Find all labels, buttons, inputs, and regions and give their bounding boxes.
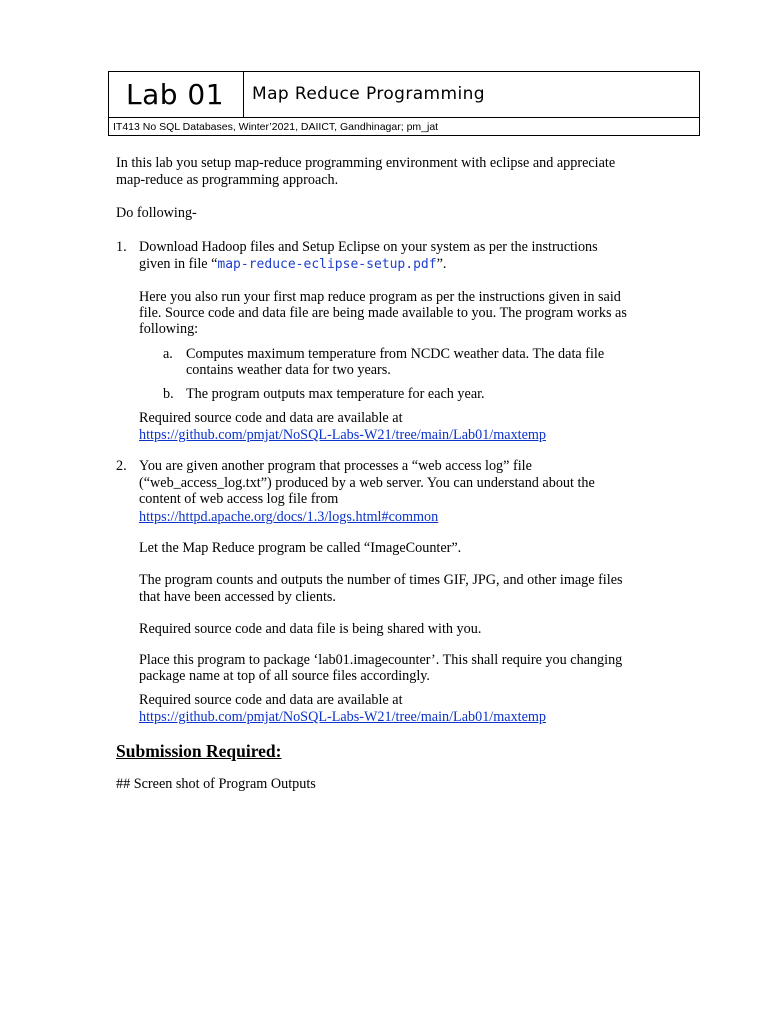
item2-shared: Required source code and data file is being shared with you. xyxy=(139,621,482,637)
item1-para-1: Here you also run your first map reduce program as per the instructions given in said xyxy=(139,289,621,305)
item2-para-3: content of web access log file from xyxy=(139,491,339,507)
item2-para-2: (“web_access_log.txt”) produced by a web server. You can understand about the xyxy=(139,475,595,491)
intro-line-1: In this lab you setup map-reduce programming environment with eclipse and appreciate xyxy=(116,155,616,171)
item1-para-3: following: xyxy=(139,321,199,337)
intro-line-2: map-reduce as programming approach. xyxy=(116,172,339,188)
item2-para-1: You are given another program that processes a “web access log” file xyxy=(139,458,532,474)
sub-a-marker: a. xyxy=(163,346,173,362)
course-subtitle: IT413 No SQL Databases, Winter’2021, DAIICT, Gandhinagar; pm_jat xyxy=(109,117,699,135)
sub-a-line2: contains weather data for two years. xyxy=(186,362,391,378)
header-table xyxy=(108,71,700,136)
item1-para-2: file. Source code and data file are being made available to you. The program works as xyxy=(139,305,627,321)
item1-required: Required source code and data are available at xyxy=(139,410,403,426)
submission-heading: Submission Required: xyxy=(116,741,282,761)
do-following: Do following- xyxy=(116,205,197,221)
lab-number: Lab 01 xyxy=(109,72,244,117)
maxtemp-link-2[interactable]: https://github.com/pmjat/NoSQL-Labs-W21/tree/main/Lab01/maxtemp xyxy=(139,709,547,725)
setup-file-name: map-reduce-eclipse-setup.pdf xyxy=(217,257,437,272)
item1-line1: Download Hadoop files and Setup Eclipse on your system as per the instructions xyxy=(139,239,598,255)
item2-counts-2: that have been accessed by clients. xyxy=(139,589,336,605)
lab-title: Map Reduce Programming xyxy=(252,84,485,104)
item1-number: 1. xyxy=(116,239,127,255)
item2-place-1: Place this program to package ‘lab01.imagecounter’. This shall require you changing xyxy=(139,652,623,668)
sub-a-line1: Computes maximum temperature from NCDC weather data. The data file xyxy=(186,346,605,362)
item2-required: Required source code and data are available at xyxy=(139,692,403,708)
sub-b-line: The program outputs max temperature for each year. xyxy=(186,386,485,402)
item1-line2: given in file “map-reduce-eclipse-setup.pdf”. xyxy=(139,256,447,272)
item2-counts-1: The program counts and outputs the number of times GIF, JPG, and other image files xyxy=(139,572,623,588)
submission-item: ## Screen shot of Program Outputs xyxy=(116,776,316,792)
apache-logs-link[interactable]: https://httpd.apache.org/docs/1.3/logs.html#common xyxy=(139,509,439,525)
sub-b-marker: b. xyxy=(163,386,174,402)
item2-place-2: package name at top of all source files accordingly. xyxy=(139,668,430,684)
item2-number: 2. xyxy=(116,458,127,474)
maxtemp-link[interactable]: https://github.com/pmjat/NoSQL-Labs-W21/tree/main/Lab01/maxtemp xyxy=(139,427,547,443)
item2-let: Let the Map Reduce program be called “ImageCounter”. xyxy=(139,540,462,556)
